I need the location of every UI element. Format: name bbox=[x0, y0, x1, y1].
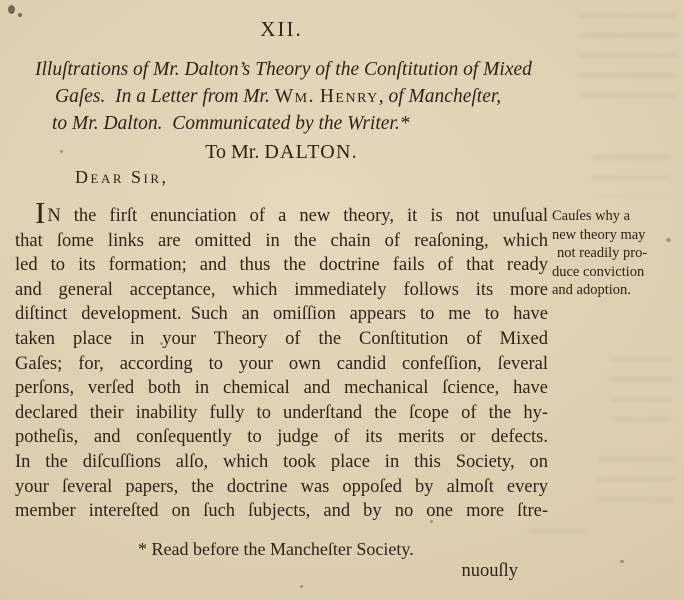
drop-cap-initial: I bbox=[35, 195, 46, 230]
margin-note bbox=[552, 207, 682, 300]
author-initial: Wm. bbox=[274, 86, 315, 107]
show-through-smudge bbox=[528, 522, 588, 548]
margin-note-line: and adoption. bbox=[552, 282, 631, 299]
author-surname: Henry bbox=[319, 86, 379, 107]
footnote: * Read before the Mancheſter Society. bbox=[138, 539, 414, 559]
body-line: potheſis, and conſequently to judge of its merits or defects. bbox=[15, 427, 548, 448]
body-line: diſtinct development. Such an omiſſion appears to me to have bbox=[15, 304, 548, 325]
salutation: To Mr. DALTON. bbox=[205, 141, 358, 163]
body-line: and general acceptance, which immediately follows its more bbox=[15, 279, 548, 300]
paper-speck bbox=[8, 5, 15, 14]
salutation-dear-sir: Dear Sir, bbox=[75, 167, 169, 187]
body-line: taken place in your Theory of the Conſtitution of Mixed bbox=[15, 328, 548, 349]
body-line: member intereſted on ſuch ſubjects, and by no one more ſtre- bbox=[15, 501, 548, 522]
margin-note-line: new theory may bbox=[552, 226, 646, 243]
title-line-2: Gaſes. In a Letter from Mr. Wm. Henry, of Mancheſter, bbox=[55, 86, 502, 107]
margin-note-line: Cauſes why a bbox=[552, 208, 631, 224]
body-paragraph bbox=[15, 195, 548, 524]
article-title bbox=[35, 56, 635, 137]
title-line-3: to Mr. Dalton. Communicated by the Writer.* bbox=[52, 113, 410, 134]
paper-speck bbox=[620, 560, 624, 563]
margin-note-line: not readily pro- bbox=[557, 245, 648, 262]
addressee-name: DALTON. bbox=[264, 141, 358, 163]
show-through-smudge bbox=[610, 350, 672, 422]
body-line: led to its formation; and thus the doctrine fails of that ready bbox=[15, 255, 548, 276]
catchword: nuouſly bbox=[461, 561, 518, 581]
body-line: perſons, verſed both in chemical and mechanical ſcience, have bbox=[15, 378, 548, 399]
body-line: that ſome links are omitted in the chain of reaſoning, which bbox=[15, 230, 548, 251]
title-line-1: Illuſtrations of Mr. Dalton’s Theory of the Conſtitution of Mixed bbox=[35, 59, 532, 80]
paper-speck bbox=[300, 585, 303, 588]
show-through-smudge bbox=[592, 148, 670, 196]
body-line: declared their inability fully to underſtand the ſcope of the hy- bbox=[15, 402, 548, 423]
margin-note-line: duce conviction bbox=[552, 263, 645, 280]
body-line: In the diſcuſſions alſo, which took place in this Society, on bbox=[15, 451, 548, 472]
body-line: Gaſes; for, according to your own candid confeſſion, ſeveral bbox=[15, 353, 548, 374]
article-number: XII. bbox=[260, 17, 303, 41]
show-through-smudge bbox=[598, 450, 674, 506]
body-line: your ſeveral papers, the doctrine was oppoſed by almoſt every bbox=[15, 476, 548, 497]
body-line: I N the firſt enunciation of a new theory, it is not unuſual bbox=[35, 195, 548, 230]
